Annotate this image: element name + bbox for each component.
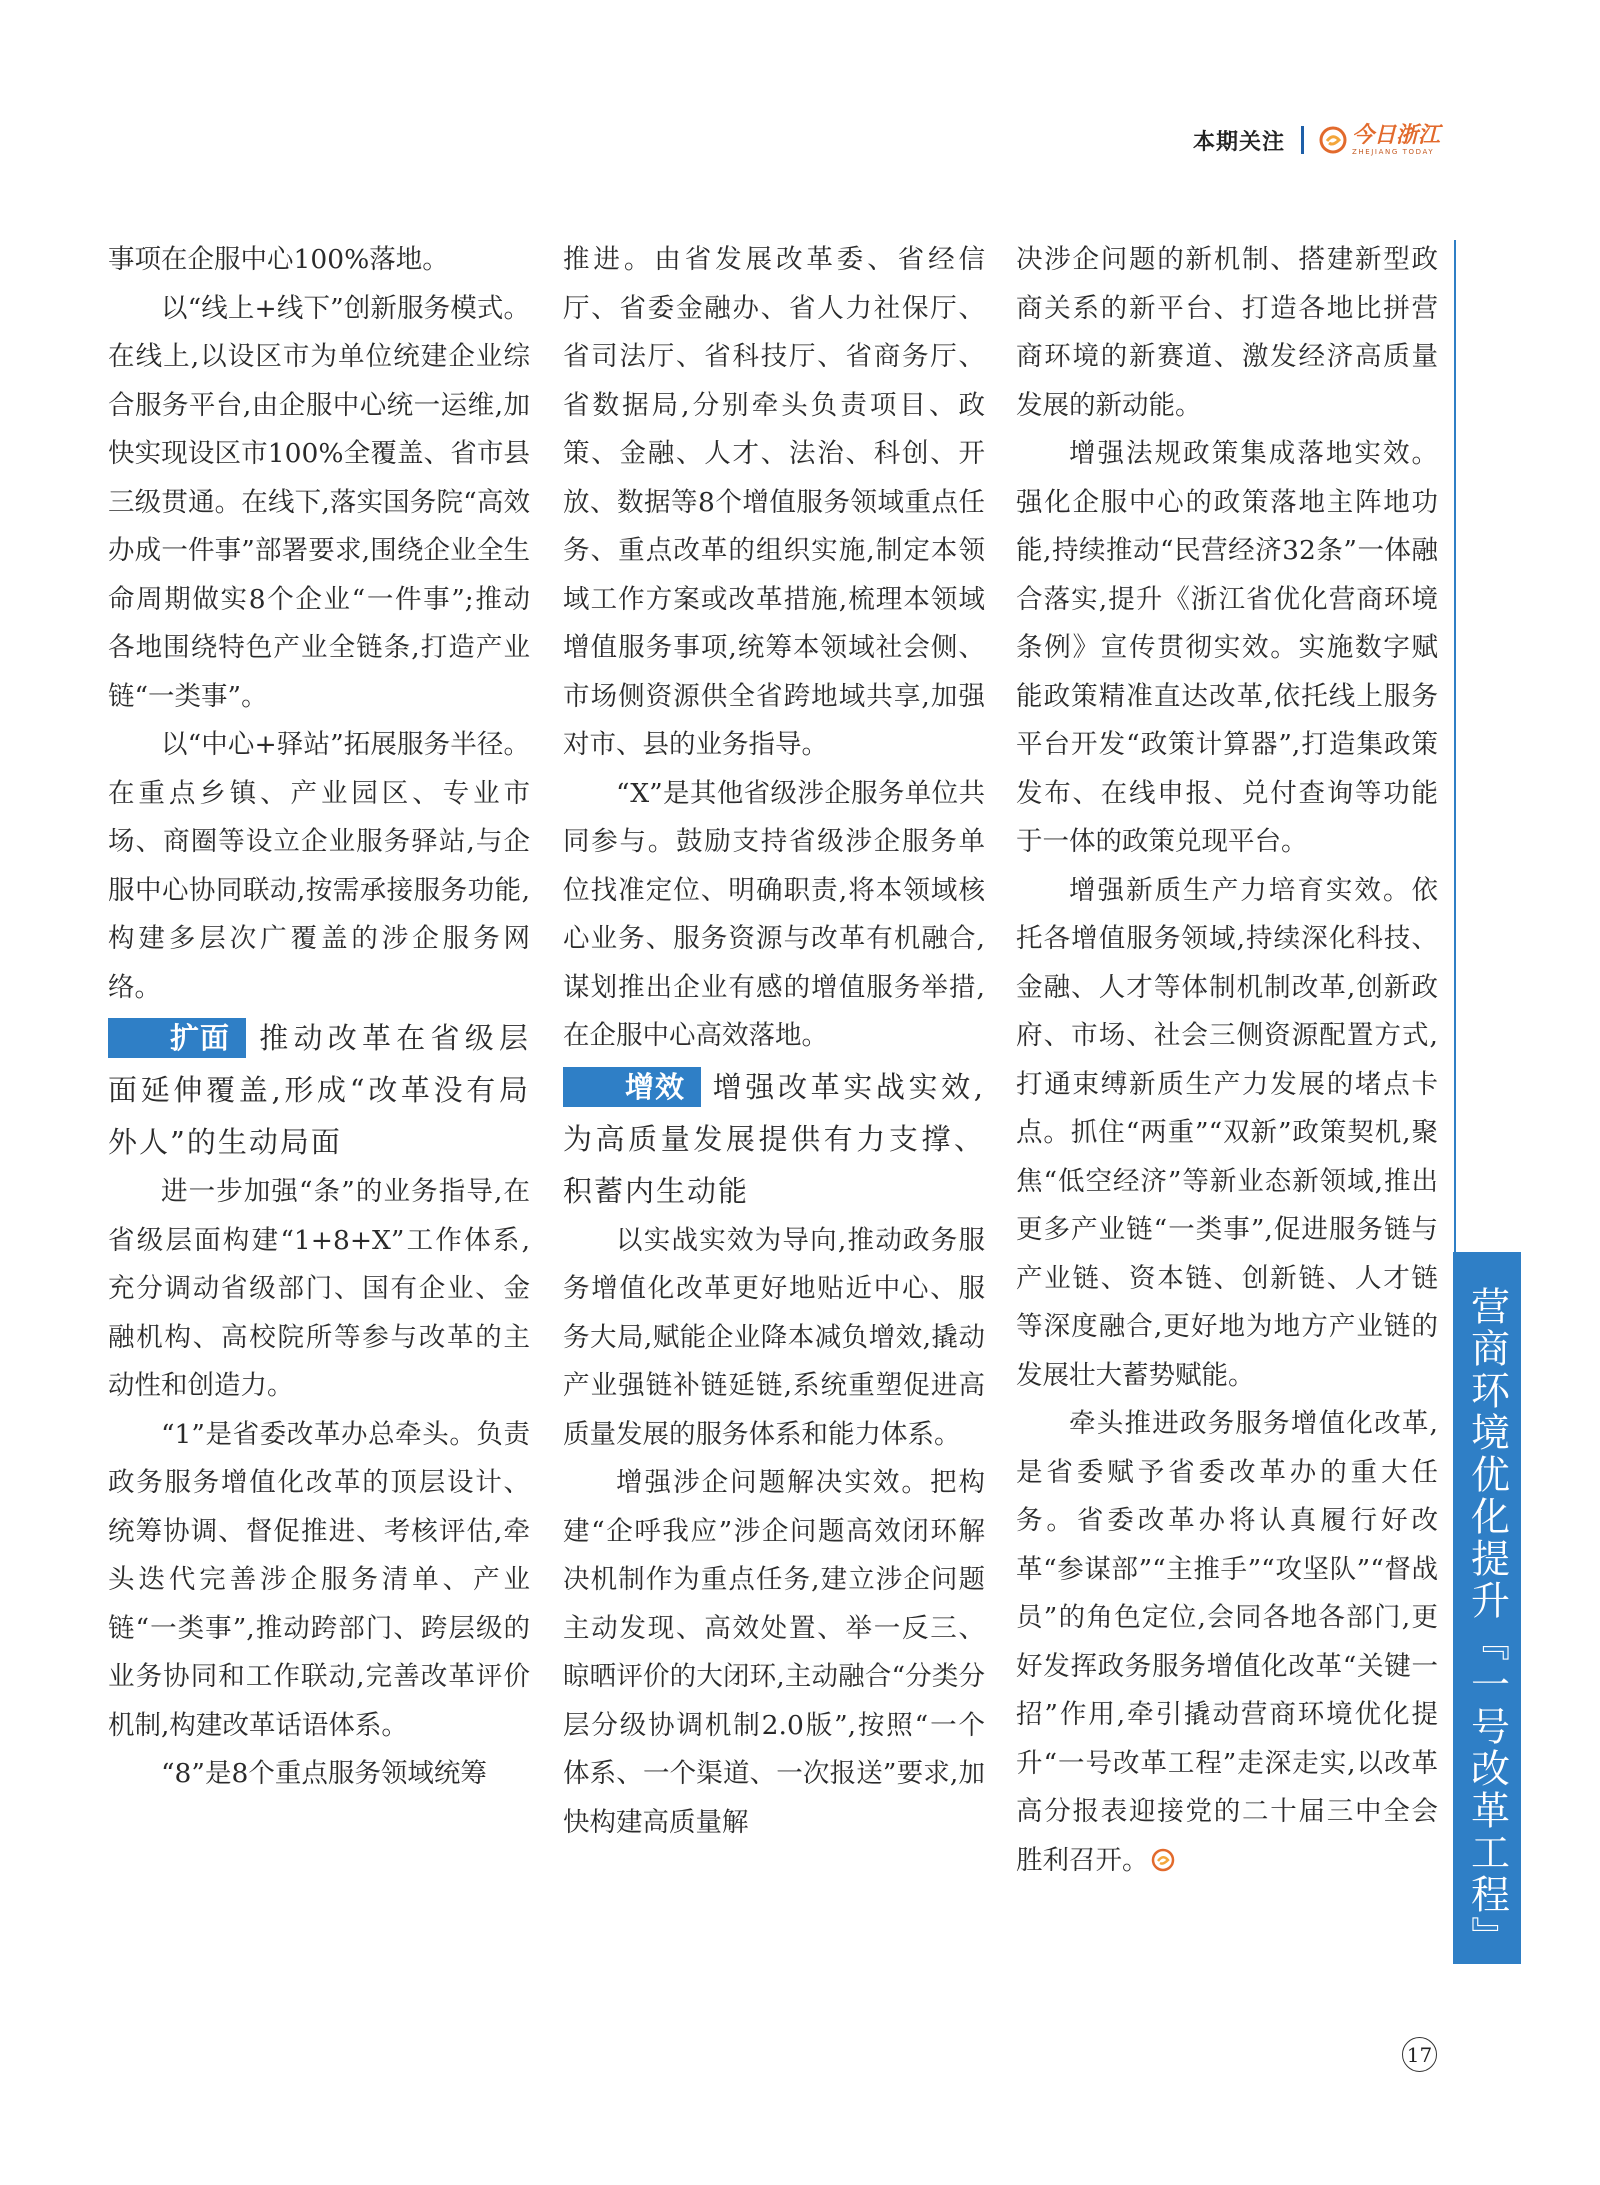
logo-english-text: ZHEJIANG TODAY bbox=[1351, 147, 1435, 156]
paragraph: 事项在企服中心100%落地。 bbox=[108, 244, 449, 275]
sidebar-title: 营商环境优化提升『一号改革工程』 bbox=[1464, 1286, 1510, 1958]
paragraph: 增强涉企问题解决实效。把构建“企呼我应”涉企问题高效闭环解决机制作为重点任务,建立涉企问题主动发现、高效处置、举一反三、晾晒评价的大闭环,主动融合“分类分层分级协调机制2.0版”,按照“一个体系、一个渠道、一次报送”要求,加快构建高质量解 bbox=[563, 1467, 985, 1838]
paragraph: “1”是省委改革办总牵头。负责政务服务增值化改革的顶层设计、统筹协调、督促推进、考核评估,牵头迭代完善涉企服务清单、产业链“一类事”,推动跨部门、跨层级的业务协同和工作联动,完善改革评价机制,构建改革话语体系。 bbox=[108, 1418, 530, 1741]
paragraph: 以“中心+驿站”拓展服务半径。在重点乡镇、产业园区、专业市场、商圈等设立企业服务驿站,与企服中心协同联动,按需承接服务功能,构建多层次广覆盖的涉企服务网络。 bbox=[108, 729, 530, 1003]
header-divider bbox=[1301, 126, 1304, 154]
paragraph: 以实战实效为导向,推动政务服务增值化改革更好地贴近中心、服务大局,赋能企业降本减负增效,撬动产业强链补链延链,系统重塑促进高质量发展的服务体系和能力体系。 bbox=[563, 1224, 985, 1450]
sidebar-rule bbox=[1454, 240, 1456, 1255]
column-2 bbox=[563, 236, 985, 1847]
section-heading bbox=[108, 1012, 530, 1168]
logo-chinese-text: 今日浙江 bbox=[1351, 122, 1440, 148]
section-tag: 扩面 bbox=[108, 1018, 246, 1058]
column-3 bbox=[1016, 236, 1438, 1885]
section-tag: 增效 bbox=[563, 1067, 701, 1107]
paragraph: 决涉企问题的新机制、搭建新型政商关系的新平台、打造各地比拼营商环境的新赛道、激发经济高质量发展的新动能。 bbox=[1016, 244, 1438, 421]
paragraph: 增强新质生产力培育实效。依托各增值服务领域,持续深化科技、金融、人才等体制机制改革,创新政府、市场、社会三侧资源配置方式,打通束缚新质生产力发展的堵点卡点。抓住“两重”“双新”政策契机,聚焦“低空经济”等新业态新领域,推出更多产业链“一类事”,促进服务链与产业链、资本链、创新链、人才链等深度融合,更好地为地方产业链的发展壮大蓄势赋能。 bbox=[1016, 874, 1438, 1391]
paragraph bbox=[1016, 1400, 1438, 1885]
end-mark-icon bbox=[1151, 1848, 1175, 1872]
closing-paragraph-text: 牵头推进政务服务增值化改革,是省委赋予省委改革办的重大任务。省委改革办将认真履行好改革“参谋部”“主推手”“攻坚队”“督战员”的角色定位,会同各地各部门,更好发挥政务服务增值化改革“关键一招”作用,牵引撬动营商环境优化提升“一号改革工程”走深走实,以改革高分报表迎接党的二十届三中全会胜利召开。 bbox=[1016, 1408, 1438, 1876]
sidebar-title-bar bbox=[1453, 1252, 1521, 1964]
logo-swirl-icon bbox=[1318, 125, 1348, 155]
section-heading bbox=[563, 1061, 985, 1217]
column-1 bbox=[108, 236, 530, 1799]
paragraph: “X”是其他省级涉企服务单位共同参与。鼓励支持省级涉企服务单位找准定位、明确职责,将本领域核心业务、服务资源与改革有机融合,谋划推出企业有感的增值服务举措,在企服中心高效落地。 bbox=[563, 777, 985, 1051]
section-heading-text: 增强改革实战实效,为高质量发展提供有力支撑、积蓄内生动能 bbox=[563, 1069, 985, 1208]
page-number: 17 bbox=[1402, 2037, 1437, 2072]
paragraph: 推进。由省发展改革委、省经信厅、省委金融办、省人力社保厅、省司法厅、省科技厅、省商务厅、省数据局,分别牵头负责项目、政策、金融、人才、法治、科创、开放、数据等8个增值服务领域重点任务、重点改革的组织实施,制定本领域工作方案或改革措施,梳理本领域增值服务事项,统筹本领域社会侧、市场侧资源供全省跨地域共享,加强对市、县的业务指导。 bbox=[563, 244, 985, 760]
page-header bbox=[1193, 118, 1440, 162]
paragraph: 增强法规政策集成落地实效。强化企服中心的政策落地主阵地功能,持续推动“民营经济32条”一体融合落实,提升《浙江省优化营商环境条例》宣传贯彻实效。实施数字赋能政策精准直达改革,依托线上服务平台开发“政策计算器”,打造集政策发布、在线申报、兑付查询等功能于一体的政策兑现平台。 bbox=[1016, 438, 1438, 857]
paragraph: 进一步加强“条”的业务指导,在省级层面构建“1+8+X”工作体系,充分调动省级部门、国有企业、金融机构、高校院所等参与改革的主动性和创造力。 bbox=[108, 1176, 530, 1401]
paragraph: 以“线上+线下”创新服务模式。在线上,以设区市为单位统建企业综合服务平台,由企服中心统一运维,加快实现设区市100%全覆盖、省市县三级贯通。在线下,落实国务院“高效办成一件事”部署要求,围绕企业全生命周期做实8个企业“一件事”;推动各地围绕特色产业全链条,打造产业链“一类事”。 bbox=[108, 292, 530, 712]
paragraph: “8”是8个重点服务领域统筹 bbox=[161, 1758, 487, 1789]
section-heading-text: 推动改革在省级层面延伸覆盖,形成“改革没有局外人”的生动局面 bbox=[108, 1021, 530, 1159]
section-label: 本期关注 bbox=[1192, 129, 1285, 155]
magazine-logo bbox=[1318, 122, 1440, 156]
